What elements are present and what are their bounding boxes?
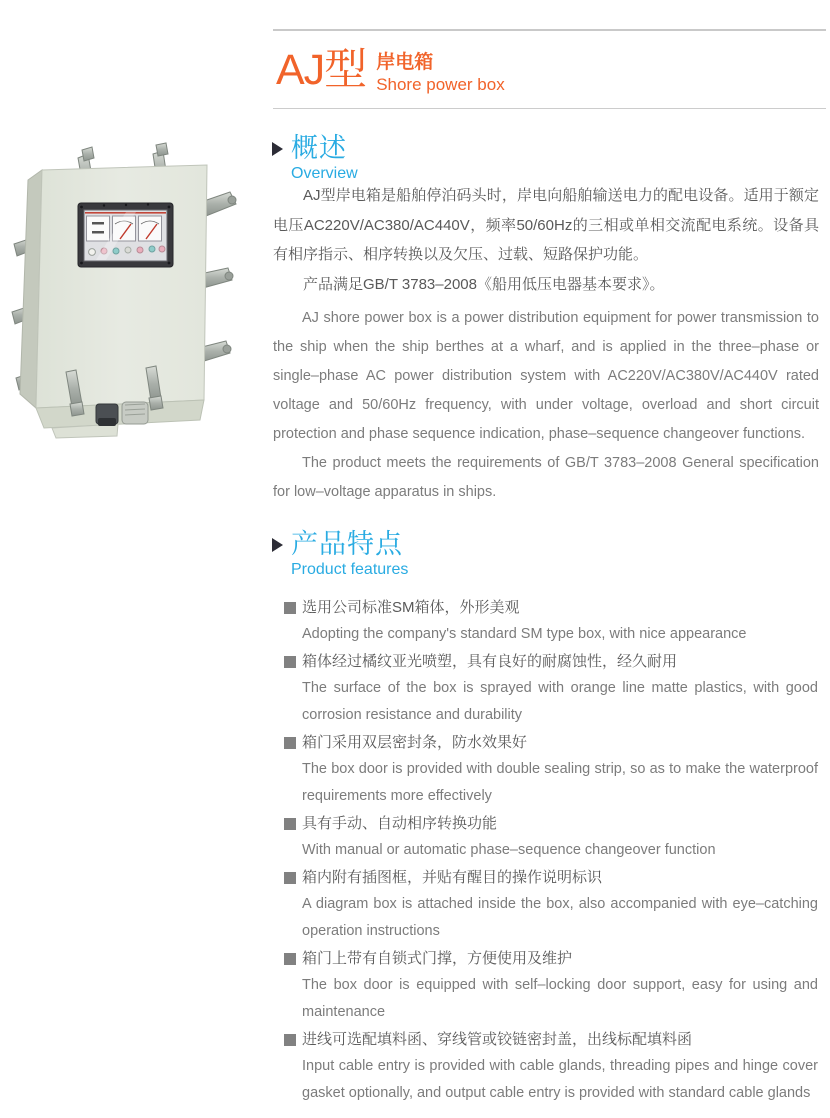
overview-title-cn: 概述 (291, 133, 347, 163)
feature-cn: 箱门采用双层密封条，防水效果好 (302, 734, 528, 751)
analog-meter-1 (87, 216, 110, 241)
feature-item (284, 1026, 818, 1107)
feature-en: The box door is provided with double sealing strip, so as to make the waterproof requirements more effectively (302, 761, 818, 804)
feature-cn: 具有手动、自动相序转换功能 (302, 815, 498, 832)
feature-en: The surface of the box is sprayed with orange line matte plastics, with good corrosion resistance and durability (302, 680, 818, 723)
product-model: AJ型 (276, 46, 367, 94)
overview-en-paragraph: The product meets the requirements of GB/T 3783–2008 General specification for low–voltage apparatus in ships. (273, 455, 819, 500)
overview-cn-paragraph: 产品满足GB/T 3783–2008《船用低压电器基本要求》。 (303, 275, 665, 293)
page-title (276, 44, 505, 96)
feature-en: A diagram box is attached inside the box, also accompanied with eye–catching operation instructions (302, 896, 818, 939)
product-name-cn: 岸电箱 (376, 52, 434, 73)
meter-window (78, 203, 173, 267)
features-list (284, 594, 818, 1107)
features-title-en: Product features (291, 561, 409, 578)
overview-paragraphs-cn (273, 181, 819, 299)
product-name-en: Shore power box (376, 75, 505, 94)
analog-meter-3 (139, 216, 162, 241)
feature-en: With manual or automatic phase–sequence changeover function (302, 842, 716, 858)
features-title-cn: 产品特点 (291, 529, 403, 559)
cable-gland-metal (122, 402, 148, 424)
section-features-header (272, 529, 408, 580)
bullet-square-icon (284, 953, 296, 965)
section-arrow-icon (272, 142, 283, 156)
cabinet-front (36, 165, 207, 408)
overview-title-en: Overview (291, 165, 358, 182)
feature-cn: 箱门上带有自锁式门撑，方便使用及维护 (302, 950, 573, 967)
overview-cn-paragraph: AJ型岸电箱是船舶停泊码头时，岸电向船舶输送电力的配电设备。适用于额定电压AC220V/AC380/AC440V，频率50/60Hz的三相或单相交流配电系统。设备具有相序指示、相序转换以及欠压、过载、短路保护功能。 (273, 187, 819, 263)
feature-cn: 箱内附有插图框，并贴有醒目的操作说明标识 (302, 869, 603, 886)
bullet-square-icon (284, 737, 296, 749)
title-divider (273, 108, 826, 109)
bullet-square-icon (284, 602, 296, 614)
feature-item (284, 945, 818, 1026)
overview-paragraphs-en (273, 304, 819, 507)
feature-item (284, 864, 818, 945)
section-overview-header (272, 133, 358, 184)
feature-en: The box door is equipped with self–locking door support, easy for using and maintenance (302, 977, 818, 1020)
bullet-square-icon (284, 1034, 296, 1046)
shore-power-box-image (8, 132, 266, 455)
bullet-square-icon (284, 656, 296, 668)
top-divider (273, 29, 826, 31)
section-arrow-icon (272, 538, 283, 552)
feature-item (284, 729, 818, 810)
feature-item (284, 594, 818, 648)
bullet-square-icon (284, 872, 296, 884)
feature-item (284, 810, 818, 864)
feature-cn: 选用公司标准SM箱体，外形美观 (302, 599, 520, 616)
feature-cn: 进线可选配填料函、穿线管或铰链密封盖，出线标配填料函 (302, 1031, 693, 1048)
feature-en: Adopting the company's standard SM type box, with nice appearance (302, 626, 747, 642)
feature-en: Input cable entry is provided with cable glands, threading pipes and hinge cover gasket optionally, and output cable entry is provided with standard cable glands (302, 1058, 818, 1101)
product-photo (8, 132, 266, 455)
feature-item (284, 648, 818, 729)
bullet-square-icon (284, 818, 296, 830)
cable-gland-dark (96, 404, 118, 426)
overview-en-paragraph: AJ shore power box is a power distribution equipment for power transmission to the ship when the ship berthes at a wharf, and is applied in the three–phase or single–phase AC power distribution system with AC220V/AC380V/AC440V rated voltage and 50/60Hz frequency, with under voltage, overload and short circuit protection and phase sequence indication, phase–sequence changeover functions. (273, 310, 819, 442)
feature-cn: 箱体经过橘纹亚光喷塑，具有良好的耐腐蚀性，经久耐用 (302, 653, 678, 670)
